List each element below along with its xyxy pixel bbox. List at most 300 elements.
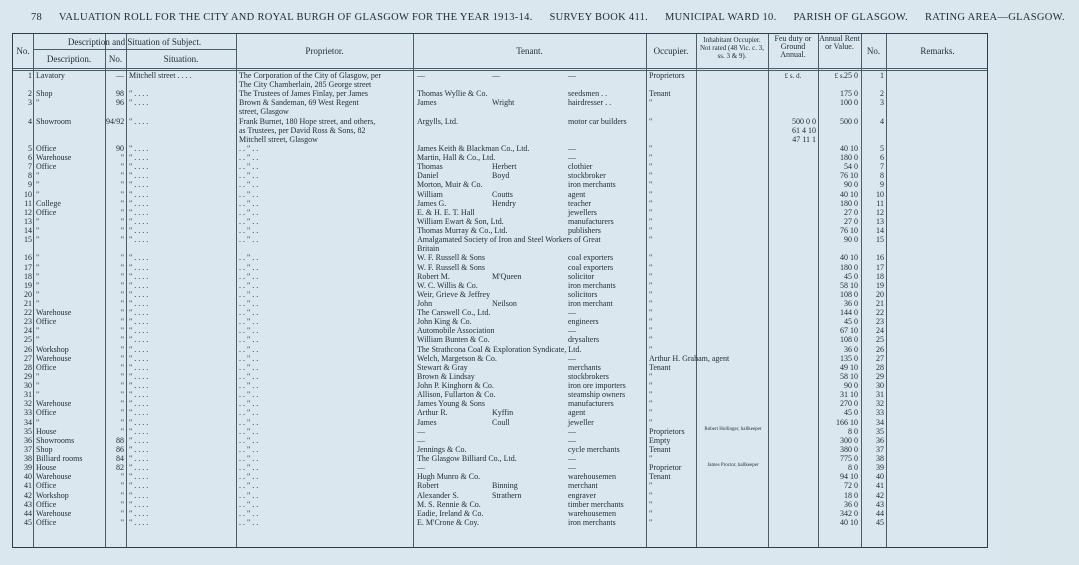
- cell-entry-number-right: 23: [876, 317, 884, 327]
- cell-situation: " . . . .: [129, 207, 149, 217]
- table-row: [13, 509, 989, 518]
- table-row: [13, 117, 989, 126]
- cell-tenant-trade: drysalters: [568, 335, 600, 345]
- cell-tenant-trade: motor car builders: [568, 116, 627, 126]
- col-header-no3: No.: [866, 46, 881, 56]
- cell-tenant-trade: clothier: [568, 162, 593, 172]
- cell-tenant-surname: Coutts: [492, 189, 513, 199]
- cell-tenant-trade: timber merchants: [568, 499, 624, 509]
- table-row: [13, 263, 989, 272]
- cell-tenant-trade: iron merchant: [568, 299, 613, 308]
- cell-description: Office: [36, 481, 57, 491]
- cell-annual-rent: 18 0: [844, 490, 858, 500]
- cell-street-number: 84: [116, 454, 124, 464]
- table-row: [13, 171, 989, 180]
- cell-proprietor: . . " . .: [239, 381, 259, 391]
- cell-entry-number-right: 10: [876, 189, 884, 199]
- cell-entry-number-right: 19: [876, 280, 884, 290]
- table-row: [13, 363, 989, 372]
- cell-entry-number: 34: [24, 417, 32, 427]
- cell-occupier: ": [649, 280, 653, 290]
- cell-street-number: ": [120, 508, 124, 518]
- cell-description: ": [36, 235, 40, 245]
- cell-description: ": [36, 262, 40, 272]
- cell-entry-number-right: 17: [876, 262, 884, 272]
- cell-entry-number-right: 41: [876, 481, 884, 491]
- cell-situation: Mitchell street . . . .: [129, 71, 192, 80]
- cell-tenant-trade: stockbroker: [568, 171, 606, 181]
- cell-street-number: ": [120, 235, 124, 245]
- cell-situation: " . . . .: [129, 280, 149, 290]
- cell-proprietor: . . " . .: [239, 362, 259, 372]
- cell-proprietor: The Trustees of James Finlay, per James: [239, 89, 369, 99]
- cell-proprietor: . . " . .: [239, 171, 259, 181]
- cell-street-number: ": [120, 408, 124, 418]
- cell-description: ": [36, 171, 40, 181]
- cell-entry-number: 31: [24, 390, 32, 400]
- cell-tenant-name: Argylls, Ltd.: [417, 116, 458, 126]
- survey-book: SURVEY BOOK 411.: [549, 12, 649, 23]
- table-row: [13, 463, 989, 472]
- cell-tenant-name: Britain: [417, 244, 440, 254]
- cell-entry-number: 5: [28, 143, 32, 153]
- cell-occupier: Arthur H. Graham, agent: [649, 353, 730, 363]
- table-row: [13, 491, 989, 500]
- cell-annual-rent: 36 0: [844, 499, 858, 509]
- cell-street-number: ": [120, 481, 124, 491]
- table-row: [13, 500, 989, 509]
- cell-description: Office: [36, 408, 57, 418]
- cell-occupier: ": [649, 162, 653, 172]
- cell-occupier: Tenant: [649, 362, 671, 372]
- cell-street-number: ": [120, 289, 124, 299]
- cell-proprietor: Brown & Sandeman, 69 West Regent: [239, 98, 359, 108]
- cell-occupier: ": [649, 454, 653, 464]
- cell-proprietor: . . " . .: [239, 143, 259, 153]
- cell-street-number: ": [120, 253, 124, 263]
- cell-street-number: ": [120, 280, 124, 290]
- cell-tenant-name: Alexander S.: [417, 490, 459, 500]
- cell-description: ": [36, 226, 40, 236]
- cell-annual-rent: 40 10: [840, 517, 858, 527]
- table-row: [13, 390, 989, 399]
- cell-tenant-name: The Carswell Co., Ltd.: [417, 308, 491, 318]
- cell-description: House: [36, 426, 57, 436]
- cell-proprietor: . . " . .: [239, 408, 259, 418]
- cell-entry-number: 2: [28, 89, 32, 99]
- cell-tenant-trade: —: [568, 71, 576, 80]
- cell-tenant-trade: teacher: [568, 198, 592, 208]
- cell-annual-rent: 58 10: [840, 280, 858, 290]
- cell-tenant-trade: —: [568, 435, 576, 445]
- cell-entry-number: 6: [28, 153, 32, 163]
- table-row: [13, 408, 989, 417]
- cell-proprietor: . . " . .: [239, 308, 259, 318]
- cell-description: Office: [36, 162, 57, 172]
- cell-description: Office: [36, 362, 57, 372]
- cell-description: Lavatory: [36, 71, 65, 80]
- cell-tenant-surname: Strathern: [492, 490, 522, 500]
- cell-annual-rent: 775 0: [840, 454, 858, 464]
- table-row: [13, 244, 989, 253]
- cell-proprietor: . . " . .: [239, 153, 259, 163]
- cell-description: ": [36, 271, 40, 281]
- cell-proprietor: . . " . .: [239, 508, 259, 518]
- cell-situation: " . . . .: [129, 216, 149, 226]
- cell-situation: " . . . .: [129, 481, 149, 491]
- cell-inhabitant-occupier: James Proctor, hallkeeper: [707, 463, 759, 469]
- cell-entry-number-right: 32: [876, 399, 884, 409]
- cell-tenant-name: Hugh Munro & Co.: [417, 472, 481, 482]
- cell-description: ": [36, 381, 40, 391]
- cell-proprietor: . . " . .: [239, 226, 259, 236]
- cell-tenant-surname: Boyd: [492, 171, 510, 181]
- cell-entry-number: 35: [24, 426, 32, 436]
- cell-entry-number-right: 8: [880, 171, 884, 181]
- cell-tenant-trade: manufacturers: [568, 216, 614, 226]
- cell-annual-rent: 342 0: [840, 508, 858, 518]
- col-header-no: No.: [16, 46, 30, 56]
- cell-proprietor: . . " . .: [239, 216, 259, 226]
- cell-proprietor: . . " . .: [239, 490, 259, 500]
- cell-entry-number-right: 11: [876, 198, 884, 208]
- cell-annual-rent: 27 0: [844, 216, 858, 226]
- cell-occupier: Proprietor: [649, 463, 682, 473]
- cell-tenant-name: Robert M.: [417, 271, 450, 281]
- table-row: [13, 199, 989, 208]
- cell-entry-number: 38: [24, 454, 32, 464]
- col-header-feu-units: £ s. d.: [784, 72, 802, 80]
- cell-street-number: ": [120, 417, 124, 427]
- cell-street-number: 86: [116, 444, 124, 454]
- cell-entry-number: 17: [24, 262, 32, 272]
- cell-occupier: ": [649, 490, 653, 500]
- cell-street-number: ": [120, 262, 124, 272]
- cell-proprietor: The Corporation of the City of Glasgow, per: [239, 71, 382, 80]
- col-header-remarks: Remarks.: [920, 46, 955, 56]
- cell-situation: " . . . .: [129, 517, 149, 527]
- cell-annual-rent: 40 10: [840, 253, 858, 263]
- cell-occupier: Proprietors: [649, 426, 685, 436]
- cell-annual-rent: 25 0: [844, 71, 858, 80]
- cell-entry-number: 44: [24, 508, 32, 518]
- cell-entry-number: 32: [24, 399, 32, 409]
- cell-situation: " . . . .: [129, 326, 149, 336]
- table-row: [13, 217, 989, 226]
- cell-entry-number: 9: [28, 180, 32, 190]
- cell-proprietor: . . " . .: [239, 399, 259, 409]
- cell-entry-number-right: 12: [876, 207, 884, 217]
- cell-description: Warehouse: [36, 308, 72, 318]
- cell-annual-rent: 40 10: [840, 189, 858, 199]
- cell-situation: " . . . .: [129, 226, 149, 236]
- cell-description: ": [36, 371, 40, 381]
- cell-proprietor: . . " . .: [239, 344, 259, 354]
- cell-tenant-name: Stewart & Gray: [417, 362, 468, 372]
- cell-occupier: ": [649, 299, 653, 308]
- cell-street-number: ": [120, 317, 124, 327]
- cell-tenant-trade: hairdresser . .: [568, 98, 612, 108]
- table-row: [13, 126, 989, 135]
- cell-entry-number: 15: [24, 235, 32, 245]
- cell-entry-number: 7: [28, 162, 32, 172]
- cell-tenant-trade: jewellers: [568, 207, 597, 217]
- cell-tenant-name: M. S. Rennie & Co.: [417, 499, 481, 509]
- cell-occupier: ": [649, 381, 653, 391]
- cell-description: ": [36, 417, 40, 427]
- cell-description: Shop: [36, 89, 53, 99]
- cell-proprietor: as Trustees, per David Ross & Sons, 82: [239, 125, 366, 135]
- cell-tenant-name: —: [417, 426, 425, 436]
- cell-proprietor: . . " . .: [239, 235, 259, 245]
- cell-proprietor: . . " . .: [239, 317, 259, 327]
- cell-annual-rent: 54 0: [844, 162, 858, 172]
- cell-entry-number-right: 7: [880, 162, 884, 172]
- cell-situation: " . . . .: [129, 143, 149, 153]
- cell-annual-rent: 270 0: [840, 399, 858, 409]
- cell-annual-rent: 300 0: [840, 435, 858, 445]
- cell-proprietor: . . " . .: [239, 426, 259, 436]
- cell-entry-number-right: 24: [876, 326, 884, 336]
- cell-tenant-trade: coal exporters: [568, 262, 614, 272]
- table-row: [13, 235, 989, 244]
- cell-entry-number: 24: [24, 326, 32, 336]
- cell-annual-rent: 45 0: [844, 271, 858, 281]
- cell-tenant-name: James: [417, 417, 437, 427]
- cell-occupier: ": [649, 499, 653, 509]
- cell-entry-number-right: 16: [876, 253, 884, 263]
- cell-street-number: ": [120, 353, 124, 363]
- cell-tenant-trade: —: [568, 308, 576, 318]
- cell-tenant-trade: solicitors: [568, 289, 598, 299]
- table-row: [13, 253, 989, 262]
- cell-annual-rent: 31 10: [840, 390, 858, 400]
- cell-tenant-name: Automobile Association: [417, 326, 495, 336]
- cell-tenant-trade: coal exporters: [568, 253, 614, 263]
- cell-tenant-trade: —: [568, 463, 576, 473]
- cell-entry-number-right: 9: [880, 180, 884, 190]
- cell-entry-number: 36: [24, 435, 32, 445]
- cell-tenant-trade: agent: [568, 408, 586, 418]
- cell-proprietor: . . " . .: [239, 262, 259, 272]
- cell-entry-number: 23: [24, 317, 32, 327]
- table-row: [13, 354, 989, 363]
- cell-entry-number: 39: [24, 463, 32, 473]
- col-header-occupier: Occupier.: [653, 46, 689, 56]
- cell-occupier: ": [649, 143, 653, 153]
- cell-entry-number: 30: [24, 381, 32, 391]
- cell-annual-rent: 36 0: [844, 344, 858, 354]
- cell-feu-duty: 61 4 10: [792, 125, 816, 135]
- table-row: [13, 335, 989, 344]
- cell-street-number: —: [116, 71, 124, 80]
- cell-tenant-name: Brown & Lindsay: [417, 371, 475, 381]
- cell-description: ": [36, 289, 40, 299]
- cell-tenant-name: —: [417, 435, 425, 445]
- cell-entry-number-right: 4: [880, 116, 884, 126]
- cell-entry-number-right: 42: [876, 490, 884, 500]
- cell-description: House: [36, 463, 57, 473]
- cell-description: ": [36, 390, 40, 400]
- table-row: [13, 80, 989, 89]
- cell-situation: " . . . .: [129, 171, 149, 181]
- cell-entry-number: 40: [24, 472, 32, 482]
- page-header: [31, 12, 1079, 23]
- cell-proprietor: . . " . .: [239, 335, 259, 345]
- cell-annual-rent: 40 10: [840, 143, 858, 153]
- cell-entry-number-right: 15: [876, 235, 884, 245]
- cell-tenant-trade: —: [568, 143, 576, 153]
- cell-street-number: 94/92: [106, 116, 125, 126]
- cell-tenant-name: James: [417, 98, 437, 108]
- cell-street-number: ": [120, 271, 124, 281]
- cell-tenant-name: W. C. Willis & Co.: [417, 280, 478, 290]
- table-row: [13, 345, 989, 354]
- cell-tenant-name: The Strathcona Coal & Exploration Syndicate, Ltd.: [417, 344, 582, 354]
- cell-proprietor: . . " . .: [239, 517, 259, 527]
- cell-description: Billiard rooms: [36, 454, 83, 464]
- cell-situation: " . . . .: [129, 317, 149, 327]
- cell-proprietor: street, Glasgow: [239, 107, 289, 117]
- cell-annual-rent: 76 10: [840, 226, 858, 236]
- cell-tenant-name: Amalgamated Society of Iron and Steel Workers of Great: [417, 235, 601, 245]
- cell-description: ": [36, 326, 40, 336]
- cell-occupier: Empty: [649, 435, 671, 445]
- cell-feu-duty: 47 11 1: [792, 134, 816, 144]
- cell-occupier: ": [649, 344, 653, 354]
- cell-description: ": [36, 98, 40, 108]
- cell-situation: " . . . .: [129, 499, 149, 509]
- col-header-tenant: Tenant.: [516, 46, 543, 56]
- table-row: [13, 308, 989, 317]
- cell-tenant-surname: —: [492, 71, 500, 80]
- cell-entry-number-right: 14: [876, 226, 884, 236]
- cell-annual-rent: 94 10: [840, 472, 858, 482]
- cell-tenant-name: W. F. Russell & Sons: [417, 253, 485, 263]
- cell-annual-rent: 36 0: [844, 299, 858, 308]
- cell-description: Showroom: [36, 116, 72, 126]
- cell-situation: " . . . .: [129, 308, 149, 318]
- table-row: [13, 180, 989, 189]
- cell-entry-number-right: 37: [876, 444, 884, 454]
- table-row: [13, 162, 989, 171]
- cell-entry-number: 33: [24, 408, 32, 418]
- cell-occupier: ": [649, 180, 653, 190]
- cell-proprietor: . . " . .: [239, 454, 259, 464]
- cell-tenant-surname: Kyffin: [492, 408, 514, 418]
- cell-tenant-trade: solicitor: [568, 271, 595, 281]
- cell-proprietor: . . " . .: [239, 271, 259, 281]
- cell-street-number: 90: [116, 143, 124, 153]
- cell-description: ": [36, 180, 40, 190]
- cell-tenant-name: William: [417, 189, 443, 199]
- cell-proprietor: Frank Burnet, 180 Hope street, and others,: [239, 116, 376, 126]
- page-number: 78: [31, 12, 43, 23]
- cell-occupier: ": [649, 335, 653, 345]
- cell-street-number: ": [120, 226, 124, 236]
- cell-tenant-trade: iron merchants: [568, 280, 616, 290]
- cell-entry-number: 29: [24, 371, 32, 381]
- table-row: [13, 317, 989, 326]
- cell-annual-rent: 108 0: [840, 289, 858, 299]
- cell-street-number: ": [120, 171, 124, 181]
- table-row: [13, 135, 989, 144]
- col-header-feu-duty: Feu duty or Ground Annual.: [774, 34, 812, 59]
- cell-description: Workshop: [36, 344, 69, 354]
- cell-tenant-trade: iron ore importers: [568, 381, 626, 391]
- table-row: [13, 445, 989, 454]
- cell-annual-rent: 90 0: [844, 235, 858, 245]
- table-row: [13, 272, 989, 281]
- cell-street-number: ": [120, 490, 124, 500]
- cell-proprietor: Mitchell street, Glasgow: [239, 134, 318, 144]
- cell-tenant-surname: Hendry: [492, 198, 516, 208]
- cell-occupier: ": [649, 116, 653, 126]
- cell-tenant-name: Martin, Hall & Co., Ltd.: [417, 153, 496, 163]
- cell-description: Warehouse: [36, 153, 72, 163]
- cell-description: ": [36, 189, 40, 199]
- cell-situation: " . . . .: [129, 180, 149, 190]
- cell-street-number: ": [120, 162, 124, 172]
- cell-tenant-trade: —: [568, 326, 576, 336]
- cell-street-number: ": [120, 216, 124, 226]
- cell-situation: " . . . .: [129, 417, 149, 427]
- cell-description: ": [36, 299, 40, 308]
- cell-tenant-name: Thomas: [417, 162, 443, 172]
- cell-tenant-trade: —: [568, 353, 576, 363]
- table-row: [13, 381, 989, 390]
- cell-street-number: ": [120, 326, 124, 336]
- cell-situation: " . . . .: [129, 89, 149, 99]
- cell-annual-rent: 175 0: [840, 89, 858, 99]
- cell-entry-number: 22: [24, 308, 32, 318]
- cell-tenant-name: W. F. Russell & Sons: [417, 262, 485, 272]
- roll-title: VALUATION ROLL FOR THE CITY AND ROYAL BURGH OF GLASGOW FOR THE YEAR 1913-14.: [58, 12, 533, 23]
- cell-tenant-name: E. M'Crone & Coy.: [417, 517, 480, 527]
- cell-tenant-trade: engraver: [568, 490, 596, 500]
- cell-entry-number-right: 35: [876, 426, 884, 436]
- cell-tenant-name: —: [417, 71, 425, 80]
- cell-description: Warehouse: [36, 508, 72, 518]
- cell-description: ": [36, 253, 40, 263]
- cell-proprietor: . . " . .: [239, 371, 259, 381]
- cell-proprietor: . . " . .: [239, 289, 259, 299]
- cell-street-number: 98: [116, 89, 124, 99]
- cell-entry-number-right: 5: [880, 143, 884, 153]
- cell-street-number: 88: [116, 435, 124, 445]
- cell-occupier: ": [649, 207, 653, 217]
- cell-entry-number: 19: [24, 280, 32, 290]
- cell-entry-number-right: 30: [876, 381, 884, 391]
- cell-street-number: ": [120, 299, 124, 308]
- cell-entry-number-right: 39: [876, 463, 884, 473]
- cell-street-number: ": [120, 517, 124, 527]
- cell-tenant-trade: jeweller: [568, 417, 594, 427]
- cell-proprietor: . . " . .: [239, 189, 259, 199]
- cell-entry-number-right: 36: [876, 435, 884, 445]
- cell-proprietor: . . " . .: [239, 162, 259, 172]
- cell-proprietor: . . " . .: [239, 280, 259, 290]
- cell-street-number: ": [120, 472, 124, 482]
- table-row: [13, 418, 989, 427]
- cell-tenant-name: Eadie, Ireland & Co.: [417, 508, 484, 518]
- cell-annual-rent: 27 0: [844, 207, 858, 217]
- cell-description: Warehouse: [36, 399, 72, 409]
- cell-entry-number-right: 2: [880, 89, 884, 99]
- cell-occupier: ": [649, 226, 653, 236]
- cell-street-number: 82: [116, 463, 124, 473]
- cell-description: ": [36, 280, 40, 290]
